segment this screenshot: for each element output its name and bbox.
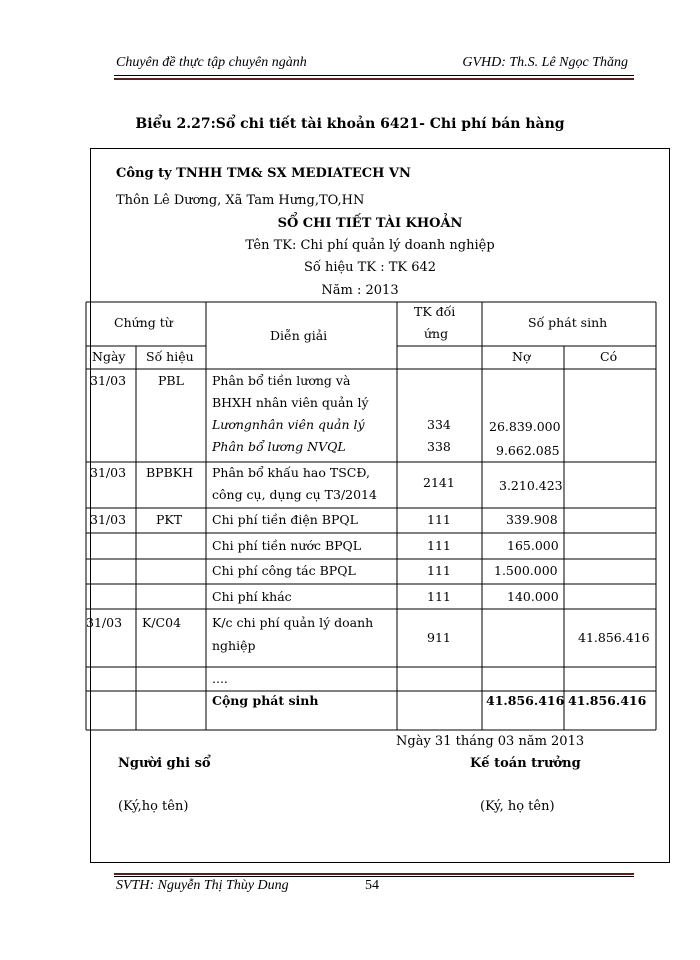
total-label: Cộng phát sinh [212,693,319,708]
row3-acct: 111 [427,512,451,527]
row7-acct: 911 [427,630,451,645]
row3-date: 31/03 [90,512,127,527]
header-description: Diễn giải [270,328,328,343]
header-debit: Nợ [512,349,531,364]
row3-desc: Chi phí tiền điện BPQL [212,512,358,527]
ledger-title: SỔ CHI TIẾT TÀI KHOẢN [277,216,463,231]
header-right: GVHD: Th.S. Lê Ngọc Thăng [462,55,628,70]
signer-right-sign: (Ký, họ tên) [480,799,555,814]
row3-debit: 339.908 [506,512,558,527]
header-date: Ngày [92,349,126,364]
footer-rule-accent [114,873,634,875]
row7-desc-2: nghiệp [212,638,256,653]
footer-rule [114,876,634,877]
row7-date: 31/03 [86,615,123,630]
row4-desc: Chi phí tiền nước BPQL [212,538,362,553]
row1-date: 31/03 [90,373,127,388]
row8-desc: .... [212,671,228,686]
total-debit: 41.856.416 [486,693,565,708]
signer-right-title: Kế toán trưởng [470,756,581,771]
row2-desc-1: Phân bổ khấu hao TSCĐ, [212,465,370,480]
signer-left-sign: (Ký,họ tên) [118,799,189,814]
page-number: 54 [365,878,379,893]
account-name: Tên TK: Chi phí quản lý doanh nghiệp [245,238,495,253]
row2-acct: 2141 [423,475,455,490]
header-number: Số hiệu [146,349,194,364]
row5-acct: 111 [427,563,451,578]
row2-date: 31/03 [90,465,127,480]
header-credit: Có [600,349,618,364]
date-line: Ngày 31 tháng 03 năm 2013 [396,734,585,749]
header-left: Chuyên đề thực tập chuyên ngành [116,55,307,70]
row1-sub2-desc: Phân bổ lương NVQL [212,439,346,454]
header-contra-2: ứng [424,326,449,341]
company-name: Công ty TNHH TM& SX MEDIATECH VN [116,166,411,181]
header-contra-1: TK đối [414,304,456,319]
header-voucher: Chứng từ [114,315,173,330]
row5-desc: Chi phí công tác BPQL [212,563,356,578]
company-address: Thôn Lê Dương, Xã Tam Hưng,TO,HN [116,193,365,208]
row1-desc-1: Phân bổ tiền lương và [212,373,351,388]
row5-debit: 1.500.000 [494,563,558,578]
row1-sub1-debit: 26.839.000 [489,419,561,434]
row2-debit: 3.210.423 [499,478,563,493]
row7-credit: 41.856.416 [578,630,650,645]
row2-desc-2: công cụ, dụng cụ T3/2014 [212,487,377,502]
header-amount: Số phát sinh [528,315,608,330]
account-number: Số hiệu TK : TK 642 [303,260,437,275]
row4-debit: 165.000 [507,538,559,553]
row1-number: PBL [158,373,184,388]
row1-desc-2: BHXH nhân viên quản lý [212,395,369,410]
total-credit: 41.856.416 [568,693,647,708]
row6-desc: Chi phí khác [212,589,292,604]
row7-desc-1: K/c chi phí quản lý doanh [212,615,374,630]
row1-sub1-desc: Lươngnhân viên quản lý [212,417,365,432]
signer-left-title: Người ghi sổ [118,756,211,771]
row2-number: BPBKH [146,465,194,480]
row7-number: K/C04 [142,615,182,630]
row6-acct: 111 [427,589,451,604]
row1-sub2-acct: 338 [427,439,451,454]
year: Năm : 2013 [321,283,399,298]
row1-sub1-acct: 334 [427,417,451,432]
row3-number: PKT [156,512,183,527]
row4-acct: 111 [427,538,451,553]
footer-student: SVTH: Nguyễn Thị Thùy Dung [116,878,289,893]
caption: Biểu 2.27:Sổ chi tiết tài khoản 6421- Chi phí bán hàng [135,116,565,132]
row6-debit: 140.000 [507,589,559,604]
row1-sub2-debit: 9.662.085 [496,443,560,458]
